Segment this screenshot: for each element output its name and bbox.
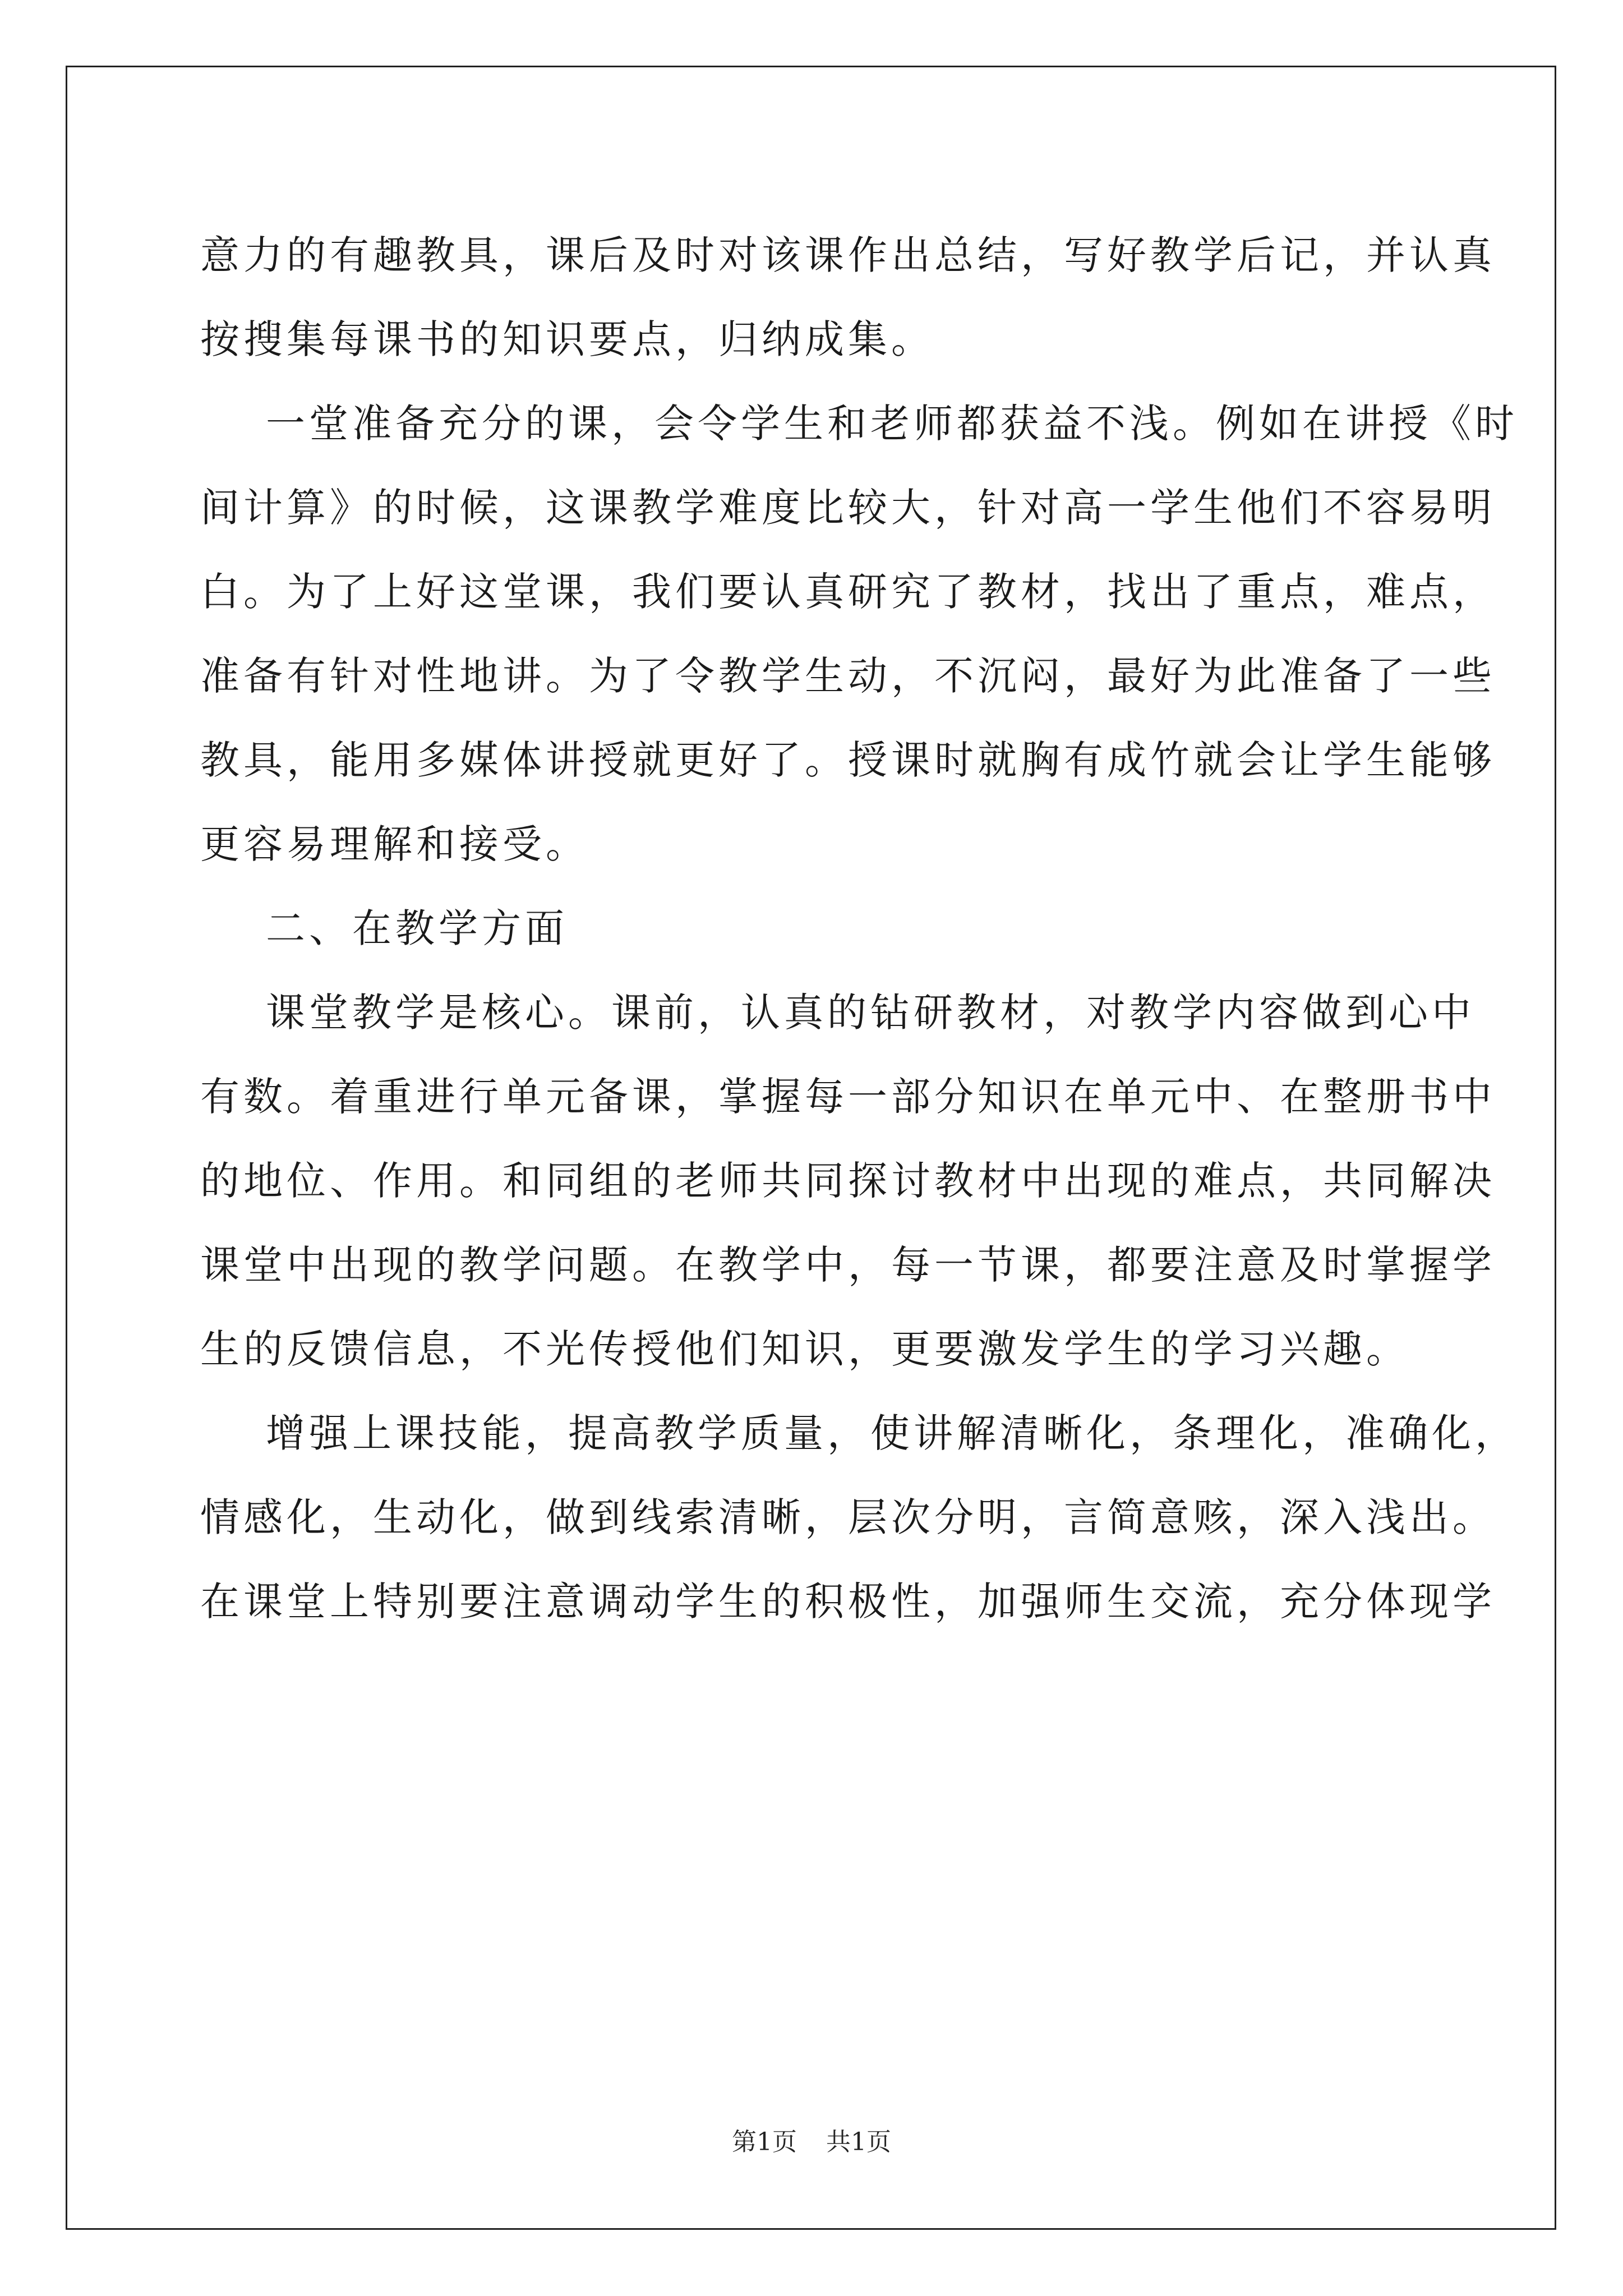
text-line: 生的反馈信息，不光传授他们知识，更要激发学生的学习兴趣。: [200, 1326, 1409, 1372]
text-line: 更容易理解和接受。: [200, 821, 589, 867]
text-line: 课堂教学是核心。课前，认真的钻研教材，对教学内容做到心中: [200, 990, 1476, 1036]
section-heading: 二、在教学方面: [200, 905, 569, 951]
text-line: 准备有针对性地讲。为了令教学生动，不沉闷，最好为此准备了一些: [200, 653, 1496, 699]
text-line: 间计算》的时候，这课教学难度比较大，针对高一学生他们不容易明: [200, 485, 1496, 531]
text-line: 白。为了上好这堂课，我们要认真研究了教材，找出了重点，难点，: [200, 569, 1496, 615]
text-line: 情感化，生动化，做到线索清晰，层次分明，言简意赅，深入浅出。: [200, 1494, 1496, 1540]
document-body: [200, 213, 1519, 1644]
text-line: 意力的有趣教具，课后及时对该课作出总结，写好教学后记，并认真: [200, 232, 1496, 278]
text-line: 教具，能用多媒体讲授就更好了。授课时就胸有成竹就会让学生能够: [200, 737, 1496, 783]
text-line: 增强上课技能，提高教学质量，使讲解清晰化，条理化，准确化，: [200, 1410, 1519, 1456]
text-line: 在课堂上特别要注意调动学生的积极性，加强师生交流，充分体现学: [200, 1579, 1496, 1625]
page-number: 第1页: [732, 2128, 797, 2156]
text-line: 一堂准备充分的课，会令学生和老师都获益不浅。例如在讲授《时: [200, 401, 1519, 447]
page-footer: [0, 2125, 1623, 2159]
text-line: 的地位、作用。和同组的老师共同探讨教材中出现的难点，共同解决: [200, 1158, 1496, 1204]
text-line: 有数。着重进行单元备课，掌握每一部分知识在单元中、在整册书中: [200, 1074, 1496, 1120]
text-line: 课堂中出现的教学问题。在教学中，每一节课，都要注意及时掌握学: [200, 1242, 1496, 1288]
total-pages: 共1页: [826, 2128, 891, 2156]
text-line: 按搜集每课书的知识要点，归纳成集。: [200, 316, 934, 362]
